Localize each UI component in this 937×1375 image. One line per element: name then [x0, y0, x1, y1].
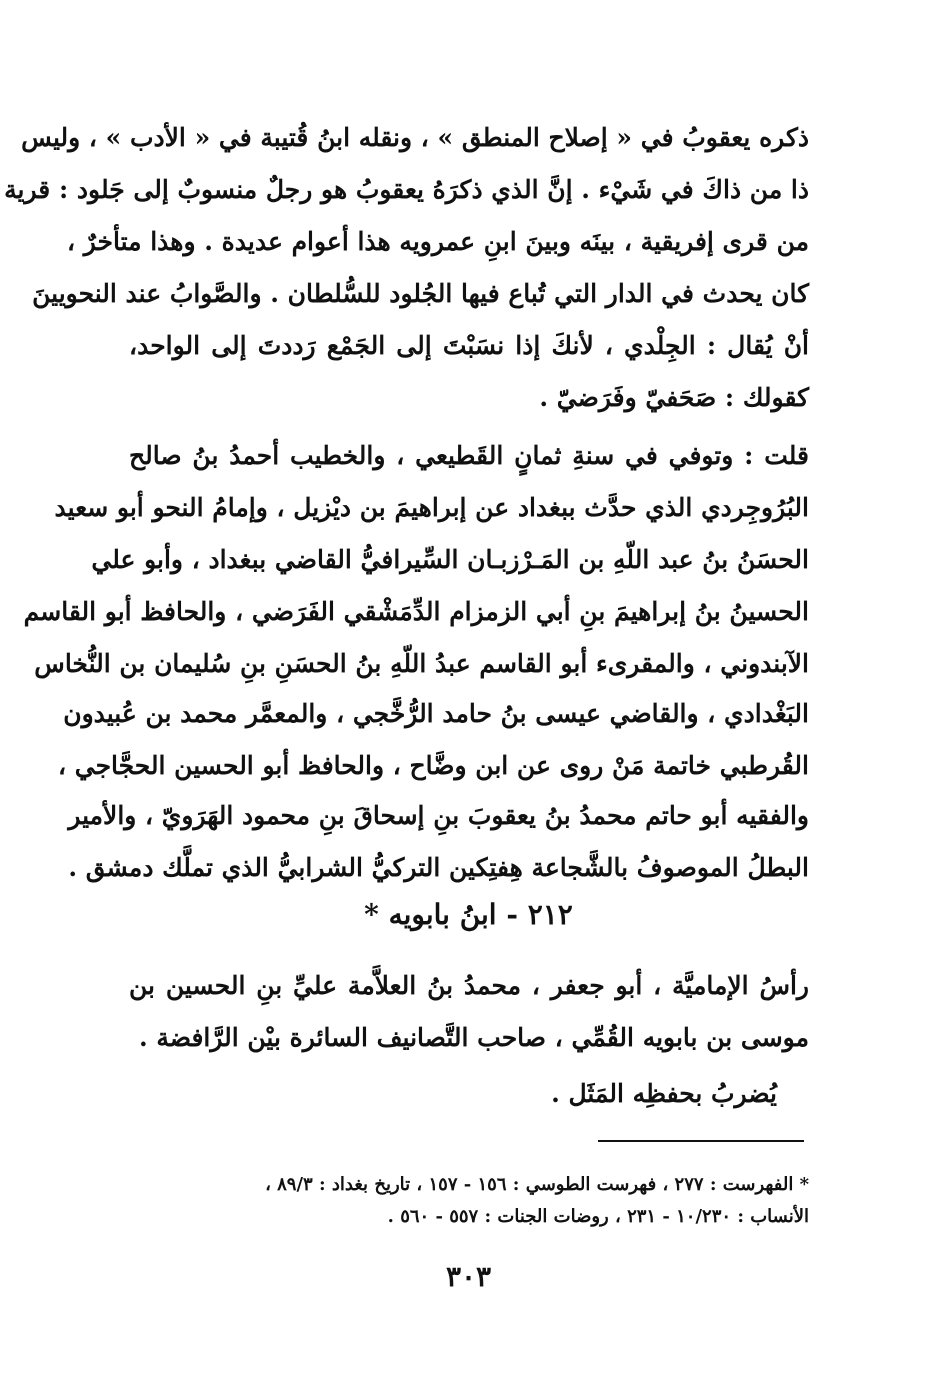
text-line: قلت : وتوفي في سنةِ ثمانٍ القَطيعي ، والخطيب أحمدُ بنُ صالح — [129, 441, 809, 470]
text-line: البَغْدادي ، والقاضي عيسى بنُ حامد الرُّخَّجي ، والمعمَّر محمد بن عُبيدون — [63, 699, 809, 728]
text-line: ذكره يعقوبُ في « إصلاح المنطق » ، ونقله ابنُ قُتيبة في « الأدب » ، وليس — [21, 123, 809, 152]
text-line: البطلُ الموصوفُ بالشَّجاعة هِفتِكين التركيُّ الشرابيُّ الذي تملَّك دمشق . — [68, 853, 809, 882]
text-line: الحسَنُ بنُ عبد اللّهِ بن المَـرْزبـان السِّيرافيُّ القاضي ببغداد ، وأبو علي — [91, 545, 809, 574]
footnote-line: * الفهرست : ٢٧٧ ، فهرست الطوسي : ١٥٦ - ١٥٧ ، تاريخ بغداد : ٨٩/٣ ، — [265, 1174, 809, 1195]
footnote-line: الأنساب : ١٠/٢٣٠ - ٢٣١ ، روضات الجنات : ٥٥٧ - ٥٦٠ . — [387, 1206, 809, 1227]
text-line: من قرى إفريقية ، بينَه وبينَ ابنِ عمرويه هذا أعوام عديدة . وهذا متأخرٌ ، — [66, 227, 809, 256]
text-line: كقولك : صَحَفيّ وفَرَضيّ . — [539, 383, 809, 412]
text-line: الآبندوني ، والمقرىء أبو القاسم عبدُ اللّهِ بنُ الحسَنِ بنِ سُليمان بن النُّخاس — [34, 649, 809, 678]
text-line: الحسينُ بنُ إبراهيمَ بنِ أبي الزمزام الدِّمَشْقي الفَرَضي ، والحافظ أبو القاسم — [23, 597, 809, 626]
text-line: والفقيه أبو حاتم محمدُ بنُ يعقوبَ بنِ إسحاقَ بنِ محمود الهَرَويّ ، والأمير — [68, 801, 809, 830]
text-line: رأسُ الإماميَّة ، أبو جعفر ، محمدُ بنُ العلاَّمة عليِّ بنِ الحسين بن — [129, 971, 809, 1000]
text-line: القُرطبي خاتمة مَنْ روى عن ابن وضَّاح ، والحافظ أبو الحسين الحجَّاجي ، — [57, 751, 809, 780]
text-line: ذا من ذاكَ في شَيْء . إنَّ الذي ذكرَهُ يعقوبُ هو رجلٌ منسوبٌ إلى جَلود : قرية — [4, 175, 809, 204]
text-line: أنْ يُقال : الجِلْدي ، لأنكَ إذا نسَبْتَ إلى الجَمْع رَددتَ إلى الواحد، — [129, 331, 809, 360]
text-line: كان يحدث في الدار التي تُباع فيها الجُلود للسُّلطان . والصَّوابُ عند النحويينَ — [32, 279, 809, 308]
section-heading: ٢١٢ - ابنُ بابويه * — [364, 898, 573, 931]
page-number: ٣٠٣ — [445, 1260, 492, 1293]
footnote-separator — [598, 1140, 804, 1142]
text-line: البُرُوجِردي الذي حدَّث ببغداد عن إبراهيمَ بن ديْزيل ، وإمامُ النحو أبو سعيد — [54, 493, 809, 522]
text-line: يُضربُ بحفظِه المَثَل . — [551, 1079, 777, 1108]
text-line: موسى بن بابويه القُمِّي ، صاحب التَّصانيف السائرة بيْن الرَّافضة . — [138, 1023, 809, 1052]
